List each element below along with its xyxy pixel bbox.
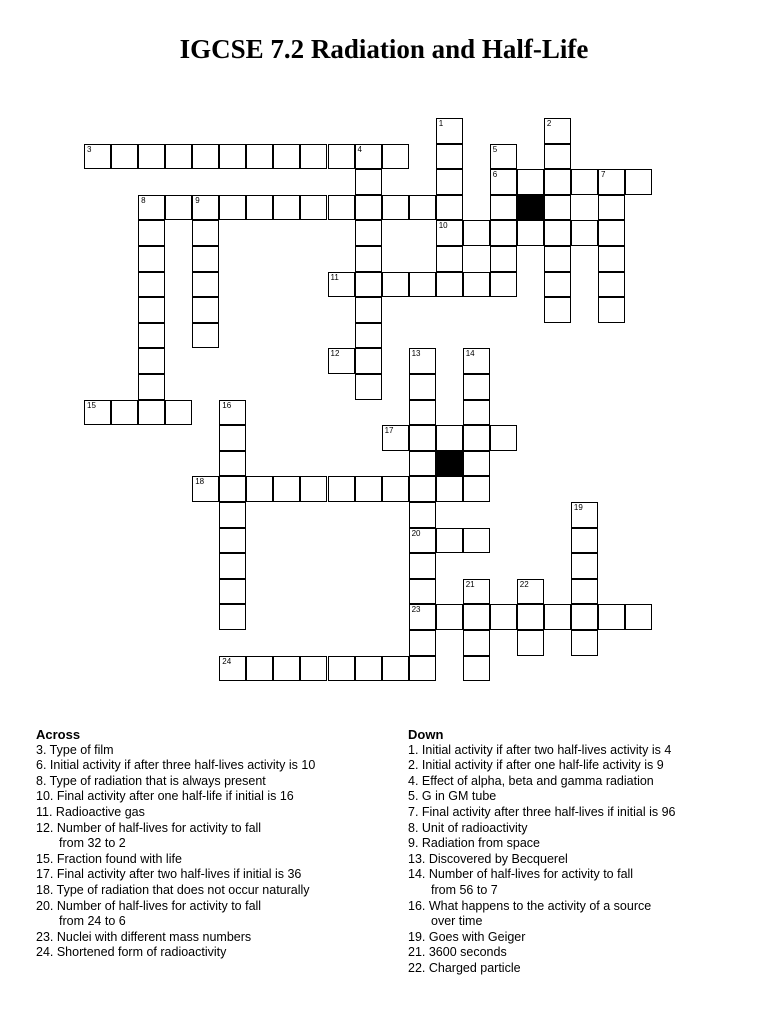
- grid-cell[interactable]: [490, 425, 517, 451]
- grid-cell[interactable]: [355, 169, 382, 195]
- grid-cell[interactable]: [490, 220, 517, 246]
- grid-cell[interactable]: [246, 656, 273, 682]
- grid-cell[interactable]: [409, 476, 436, 502]
- grid-cell[interactable]: [571, 630, 598, 656]
- grid-cell[interactable]: [517, 220, 544, 246]
- down-clue: 9. Radiation from space: [408, 836, 541, 851]
- grid-cell[interactable]: [300, 144, 327, 170]
- grid-cell[interactable]: [571, 220, 598, 246]
- grid-cell[interactable]: [165, 400, 192, 426]
- grid-cell[interactable]: [409, 272, 436, 298]
- cell-number: 15: [87, 400, 96, 410]
- grid-cell[interactable]: [409, 348, 436, 374]
- grid-cell[interactable]: [490, 272, 517, 298]
- grid-cell[interactable]: [219, 579, 246, 605]
- grid-cell[interactable]: [598, 220, 625, 246]
- grid-cell[interactable]: [463, 451, 490, 477]
- cell-number: 18: [195, 477, 205, 487]
- across-clue: 11. Radioactive gas: [36, 804, 145, 819]
- grid-cell[interactable]: [571, 553, 598, 579]
- grid-cell[interactable]: [246, 476, 273, 502]
- grid-cell[interactable]: [409, 195, 436, 221]
- grid-cell[interactable]: [219, 528, 246, 554]
- grid-cell[interactable]: [138, 348, 165, 374]
- grid-cell[interactable]: [382, 425, 409, 451]
- grid-cell[interactable]: [544, 144, 571, 170]
- cell-number: 10: [438, 221, 448, 231]
- grid-cell[interactable]: [409, 656, 436, 682]
- grid-cell[interactable]: [409, 374, 436, 400]
- cell-number: 4: [357, 144, 362, 154]
- across-clue: 3. Type of film: [36, 742, 114, 757]
- down-clue: 5. G in GM tube: [408, 789, 497, 804]
- grid-cell[interactable]: [219, 553, 246, 579]
- grid-cell[interactable]: [490, 604, 517, 630]
- grid-cell[interactable]: [219, 425, 246, 451]
- grid-cell[interactable]: [625, 169, 652, 195]
- grid-cell[interactable]: [192, 476, 219, 502]
- grid-cell[interactable]: [382, 195, 409, 221]
- cell-number: 17: [384, 426, 394, 436]
- grid-cell[interactable]: [598, 195, 625, 221]
- grid-cell[interactable]: [436, 272, 463, 298]
- grid-cell[interactable]: [463, 374, 490, 400]
- down-clue: 14. Number of half-lives for activity to fall from 56 to 7: [408, 867, 634, 897]
- cell-number: 3: [87, 144, 92, 154]
- cell-number: 8: [141, 195, 146, 205]
- grid-cell[interactable]: [463, 528, 490, 554]
- black-cell: [436, 451, 463, 477]
- grid-cell[interactable]: [355, 144, 382, 170]
- down-clue: 4. Effect of alpha, beta and gamma radiation: [408, 773, 654, 788]
- across-clue: 6. Initial activity if after three half-lives activity is 10: [36, 758, 316, 773]
- cell-number: 24: [222, 656, 232, 666]
- cell-number: 21: [465, 579, 475, 589]
- grid-cell[interactable]: [463, 656, 490, 682]
- grid-cell[interactable]: [165, 195, 192, 221]
- grid-cell[interactable]: [138, 144, 165, 170]
- grid-cell[interactable]: [192, 246, 219, 272]
- down-clue: 16. What happens to the activity of a source over time: [408, 898, 652, 929]
- grid-cell[interactable]: [598, 297, 625, 323]
- grid-cell[interactable]: [138, 220, 165, 246]
- cell-number: 22: [519, 579, 529, 589]
- cell-number: 2: [546, 119, 552, 128]
- grid-cell[interactable]: [463, 272, 490, 298]
- grid-cell[interactable]: [490, 169, 517, 195]
- grid-cell[interactable]: [409, 579, 436, 605]
- cell-number: 9: [195, 195, 200, 205]
- grid-cell[interactable]: [544, 604, 571, 630]
- down-clue: 22. Charged particle: [408, 960, 521, 975]
- cell-number: 14: [465, 349, 475, 359]
- grid-cell[interactable]: [84, 400, 111, 426]
- grid-cell[interactable]: [436, 425, 463, 451]
- grid-cell[interactable]: [355, 272, 382, 298]
- grid-cell[interactable]: [382, 272, 409, 298]
- grid-cell[interactable]: [328, 144, 355, 170]
- grid-cell[interactable]: [328, 272, 355, 298]
- grid-cell[interactable]: [273, 656, 300, 682]
- grid-cell[interactable]: [300, 656, 327, 682]
- across-heading: Across: [36, 727, 81, 742]
- across-clues: [36, 727, 315, 961]
- across-clue: 12. Number of half-lives for activity to fall from 32 to 2: [36, 820, 262, 851]
- across-clue: 23. Nuclei with different mass numbers: [36, 929, 252, 944]
- cell-number: 19: [573, 503, 583, 512]
- grid-cell[interactable]: [517, 169, 544, 195]
- grid-cell[interactable]: [436, 118, 463, 144]
- grid-cell[interactable]: [463, 425, 490, 451]
- grid-cell[interactable]: [111, 144, 138, 170]
- grid-cell[interactable]: [192, 323, 219, 349]
- grid-cell[interactable]: [355, 246, 382, 272]
- grid-cell[interactable]: [273, 195, 300, 221]
- grid-cell[interactable]: [382, 476, 409, 502]
- grid-cell[interactable]: [490, 144, 517, 170]
- grid-cell[interactable]: [192, 272, 219, 298]
- grid-cell[interactable]: [544, 195, 571, 221]
- grid-cell[interactable]: [355, 195, 382, 221]
- grid-cell[interactable]: [436, 144, 463, 170]
- grid-cell[interactable]: [138, 195, 165, 221]
- down-clue: 19. Goes with Geiger: [408, 929, 526, 944]
- cell-number: 12: [330, 349, 340, 359]
- grid-cell[interactable]: [138, 400, 165, 426]
- down-clue: 7. Final activity after three half-lives if initial is 96: [408, 804, 676, 819]
- grid-cell[interactable]: [328, 195, 355, 221]
- grid-cell[interactable]: [544, 246, 571, 272]
- grid-cell[interactable]: [544, 220, 571, 246]
- grid-cell[interactable]: [138, 323, 165, 349]
- cell-number: 13: [411, 349, 421, 359]
- grid-cell[interactable]: [409, 630, 436, 656]
- grid-cell[interactable]: [544, 272, 571, 298]
- grid-cell[interactable]: [219, 476, 246, 502]
- grid-cell[interactable]: [300, 195, 327, 221]
- grid-cell[interactable]: [517, 604, 544, 630]
- grid-cell[interactable]: [111, 400, 138, 426]
- grid-cell[interactable]: [328, 348, 355, 374]
- across-clue: 18. Type of radiation that does not occur naturally: [36, 882, 310, 897]
- grid-cell[interactable]: [328, 476, 355, 502]
- grid-cell[interactable]: [273, 476, 300, 502]
- grid-cell[interactable]: [409, 400, 436, 426]
- across-clue: 8. Type of radiation that is always present: [36, 773, 266, 788]
- grid-cell[interactable]: [273, 144, 300, 170]
- grid-cell[interactable]: [138, 374, 165, 400]
- grid-cell[interactable]: [436, 169, 463, 195]
- down-heading: Down: [408, 727, 444, 742]
- grid-cell[interactable]: [219, 400, 246, 426]
- cell-number: 7: [601, 170, 606, 180]
- cell-number: 5: [492, 144, 498, 154]
- grid-cell[interactable]: [598, 272, 625, 298]
- down-clue: 13. Discovered by Becquerel: [408, 851, 568, 866]
- cell-number: 6: [492, 170, 498, 180]
- grid-cell[interactable]: [571, 502, 598, 528]
- grid-cell[interactable]: [300, 476, 327, 502]
- grid-cell[interactable]: [382, 656, 409, 682]
- grid-cell[interactable]: [571, 528, 598, 554]
- grid-cell[interactable]: [463, 476, 490, 502]
- grid-cell[interactable]: [571, 579, 598, 605]
- grid-cell[interactable]: [409, 553, 436, 579]
- grid-cell[interactable]: [625, 604, 652, 630]
- grid-cell[interactable]: [463, 604, 490, 630]
- grid-cell[interactable]: [192, 195, 219, 221]
- grid-cell[interactable]: [409, 425, 436, 451]
- grid-cell[interactable]: [138, 272, 165, 298]
- grid-cell[interactable]: [436, 604, 463, 630]
- grid-cell[interactable]: [409, 528, 436, 554]
- grid-cell[interactable]: [436, 195, 463, 221]
- down-clue: 21. 3600 seconds: [408, 945, 507, 960]
- grid-cell[interactable]: [355, 323, 382, 349]
- grid-cell[interactable]: [138, 246, 165, 272]
- grid-cell[interactable]: [544, 118, 571, 144]
- grid-cell[interactable]: [355, 220, 382, 246]
- grid-cell[interactable]: [463, 630, 490, 656]
- grid-cell[interactable]: [192, 144, 219, 170]
- grid-cell[interactable]: [409, 451, 436, 477]
- grid-cell[interactable]: [544, 169, 571, 195]
- grid-cell[interactable]: [219, 451, 246, 477]
- grid-cell[interactable]: [246, 195, 273, 221]
- across-clue: 15. Fraction found with life: [36, 851, 182, 866]
- grid-cell[interactable]: [517, 579, 544, 605]
- grid-cell[interactable]: [219, 195, 246, 221]
- grid-cell[interactable]: [355, 348, 382, 374]
- grid-cell[interactable]: [463, 348, 490, 374]
- grid-cell[interactable]: [328, 656, 355, 682]
- grid-cell[interactable]: [246, 144, 273, 170]
- grid-cell[interactable]: [490, 195, 517, 221]
- grid-cell[interactable]: [436, 528, 463, 554]
- across-clue: 20. Number of half-lives for activity to fall from 24 to 6: [36, 898, 262, 929]
- grid-cell[interactable]: [219, 144, 246, 170]
- grid-cell[interactable]: [598, 604, 625, 630]
- cell-number: 23: [411, 605, 421, 615]
- grid-cell[interactable]: [138, 297, 165, 323]
- grid-cell[interactable]: [219, 656, 246, 682]
- grid-cell[interactable]: [490, 246, 517, 272]
- grid-cell[interactable]: [165, 144, 192, 170]
- grid-cell[interactable]: [571, 169, 598, 195]
- grid-cell[interactable]: [598, 246, 625, 272]
- across-clue: 24. Shortened form of radioactivity: [36, 945, 227, 960]
- down-clue: 2. Initial activity if after one half-life activity is 9: [408, 758, 664, 773]
- grid-cell[interactable]: [355, 297, 382, 323]
- grid-cell[interactable]: [517, 630, 544, 656]
- grid-cell[interactable]: [192, 220, 219, 246]
- cell-number: 1: [438, 119, 444, 128]
- grid-cell[interactable]: [219, 604, 246, 630]
- down-clue: 1. Initial activity if after two half-lives activity is 4: [408, 742, 672, 757]
- grid-cell[interactable]: [463, 579, 490, 605]
- grid-cell[interactable]: [436, 476, 463, 502]
- grid-cell[interactable]: [355, 374, 382, 400]
- across-clue: 17. Final activity after two half-lives if initial is 36: [36, 867, 302, 882]
- grid-cell[interactable]: [382, 144, 409, 170]
- grid-cell[interactable]: [544, 297, 571, 323]
- grid-cell[interactable]: [436, 246, 463, 272]
- grid-cell[interactable]: [463, 220, 490, 246]
- grid-cell[interactable]: [463, 400, 490, 426]
- grid-cell[interactable]: [436, 220, 463, 246]
- cell-number: 20: [411, 528, 421, 538]
- grid-cell[interactable]: [598, 169, 625, 195]
- black-cell: [517, 195, 544, 221]
- cell-number: 11: [330, 272, 339, 282]
- grid-cell[interactable]: [84, 144, 111, 170]
- grid-cell[interactable]: [355, 476, 382, 502]
- grid-cell[interactable]: [409, 604, 436, 630]
- cell-number: 16: [222, 400, 232, 410]
- grid-cell[interactable]: [192, 297, 219, 323]
- page-title: IGCSE 7.2 Radiation and Half-Life: [179, 34, 589, 64]
- grid-cell[interactable]: [409, 502, 436, 528]
- grid-cell[interactable]: [355, 656, 382, 682]
- down-clue: 8. Unit of radioactivity: [408, 820, 528, 835]
- across-clue: 10. Final activity after one half-life if initial is 16: [36, 789, 294, 804]
- down-clues: [408, 727, 675, 977]
- grid-cell[interactable]: [571, 604, 598, 630]
- grid-cell[interactable]: [219, 502, 246, 528]
